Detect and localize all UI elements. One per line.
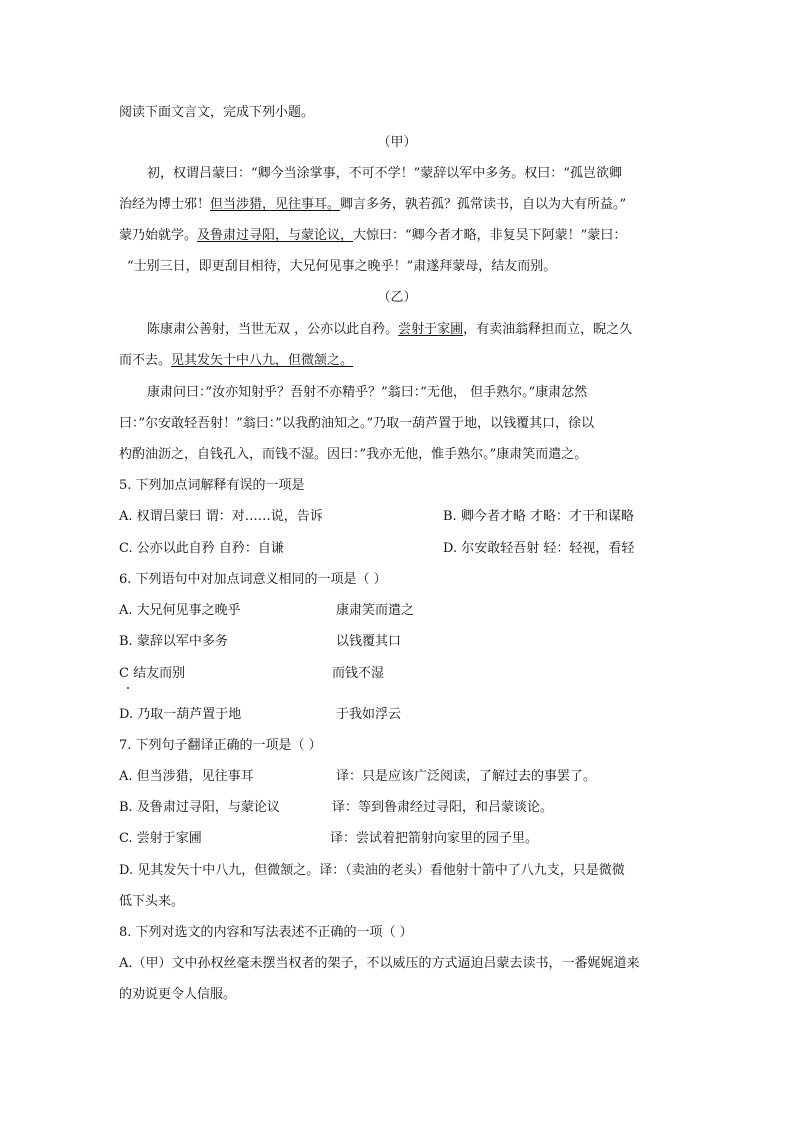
q5-option-d: D. 尔安敢轻吾射 轻：轻视，看轻 xyxy=(443,541,635,556)
q6-option-c-right: 而钱不湿 xyxy=(332,666,385,681)
q6-stem: 6. 下列语句中对加点词意义相同的一项是（ ） xyxy=(119,572,387,587)
q6-option-c-left: C 结友而别 xyxy=(119,666,186,681)
emphasis-dot-mark xyxy=(127,687,129,689)
q5-option-c: C. 公亦以此自矜 自矜：自谦 xyxy=(119,541,284,556)
underlined-phrase: 但当涉猎，见往事耳。 xyxy=(210,197,341,212)
q6-option-a-left: A. 大兄何见事之晚乎 xyxy=(119,603,241,618)
q6-option-b-right: 以钱覆其口 xyxy=(336,634,402,649)
q8-stem: 8. 下列对选文的内容和写法表述不正确的一项（ ） xyxy=(119,925,413,940)
q6-option-d-right: 于我如浮云 xyxy=(336,707,402,722)
yi-line-4: 曰：”尔安敢轻吾射！”翁曰：”以我酌油知之。”乃取一葫芦置于地，以钱覆其口，徐以 xyxy=(119,416,595,431)
yi-line-2: 而不去。见其发矢十中八九，但微颔之。 xyxy=(119,353,354,368)
jia-heading: （甲） xyxy=(377,135,417,150)
intro-text: 阅读下面文言文，完成下列小题。 xyxy=(119,105,315,120)
jia-line-3: 蒙乃始就学。及鲁肃过寻阳，与蒙论议，大惊曰：“卿今者才略，非复吴下阿蒙！”蒙曰： xyxy=(119,228,627,243)
q7-option-c-left: C. 尝射于家圃 xyxy=(119,831,202,846)
yi-line-5: 杓酌油沥之，自钱孔入，而钱不湿。因曰：”我亦无他，惟手熟尔。”康肃笑而遣之。 xyxy=(119,447,588,462)
underlined-phrase: 尝射于家圃 xyxy=(398,322,464,337)
jia-line-1: 初，权谓吕蒙曰：“卿今当涂掌事，不可不学！”蒙辞以军中多务。权曰：“孤岂欲卿 xyxy=(147,166,622,181)
q6-option-b-left: B. 蒙辞以军中多务 xyxy=(119,634,228,649)
q6-option-d-left: D. 乃取一葫芦置于地 xyxy=(119,707,242,722)
q7-option-a-right: 译：只是应该广泛阅读，了解过去的事罢了。 xyxy=(336,769,597,784)
q7-option-d-line-2: 低下头来。 xyxy=(119,894,185,909)
q7-option-c-right: 译：尝试着把箭射向家里的园子里。 xyxy=(330,831,539,846)
q5-option-a: A. 权谓吕蒙曰 谓：对……说，告诉 xyxy=(119,509,323,524)
yi-line-1: 陈康肃公善射，当世无双 ，公亦以此自矜。尝射于家圃，有卖油翁释担而立，睨之久 xyxy=(147,322,633,337)
q7-option-b-right: 译：等到鲁肃经过寻阳，和吕蒙谈论。 xyxy=(332,800,554,815)
jia-line-2: 治经为博士邪！但当涉猎，见往事耳。卿言多务，孰若孤？孤常读书，自以为大有所益。” xyxy=(119,197,627,212)
q8-option-a-line-2: 的劝说更令人信服。 xyxy=(119,987,237,1002)
q5-stem: 5. 下列加点词解释有误的一项是 xyxy=(119,478,305,493)
underlined-phrase: 见其发矢十中八九，但微颔之。 xyxy=(171,353,354,368)
yi-heading: （乙） xyxy=(377,290,417,305)
jia-line-4: “士别三日，即更刮目相待，大兄何见事之晚乎！”肃遂拜蒙母，结友而别。 xyxy=(127,259,557,274)
q8-option-a-line-1: A.（甲）文中孙权丝毫未摆当权者的架子，不以威压的方式逼迫吕蒙去读书，一番娓娓道来 xyxy=(119,956,640,971)
yi-line-3: 康肃问曰：”汝亦知射乎？吾射不亦精乎？”翁曰：”无他， 但手熟尔。”康肃忿然 xyxy=(147,385,588,400)
q6-option-a-right: 康肃笑而遣之 xyxy=(336,603,415,618)
q7-stem: 7. 下列句子翻译正确的一项是（ ） xyxy=(119,738,322,753)
q7-option-d-line-1: D. 见其发矢十中八九，但微颔之。译：（卖油的老头）看他射十箭中了八九支，只是微微 xyxy=(119,863,625,878)
q7-option-b-left: B. 及鲁肃过寻阳，与蒙论议 xyxy=(119,800,280,815)
underlined-phrase: 及鲁肃过寻阳，与蒙论议， xyxy=(197,228,354,243)
q7-option-a-left: A. 但当涉猎，见往事耳 xyxy=(119,769,254,784)
q5-option-b: B. 卿今者才略 才略：才干和谋略 xyxy=(443,509,634,524)
